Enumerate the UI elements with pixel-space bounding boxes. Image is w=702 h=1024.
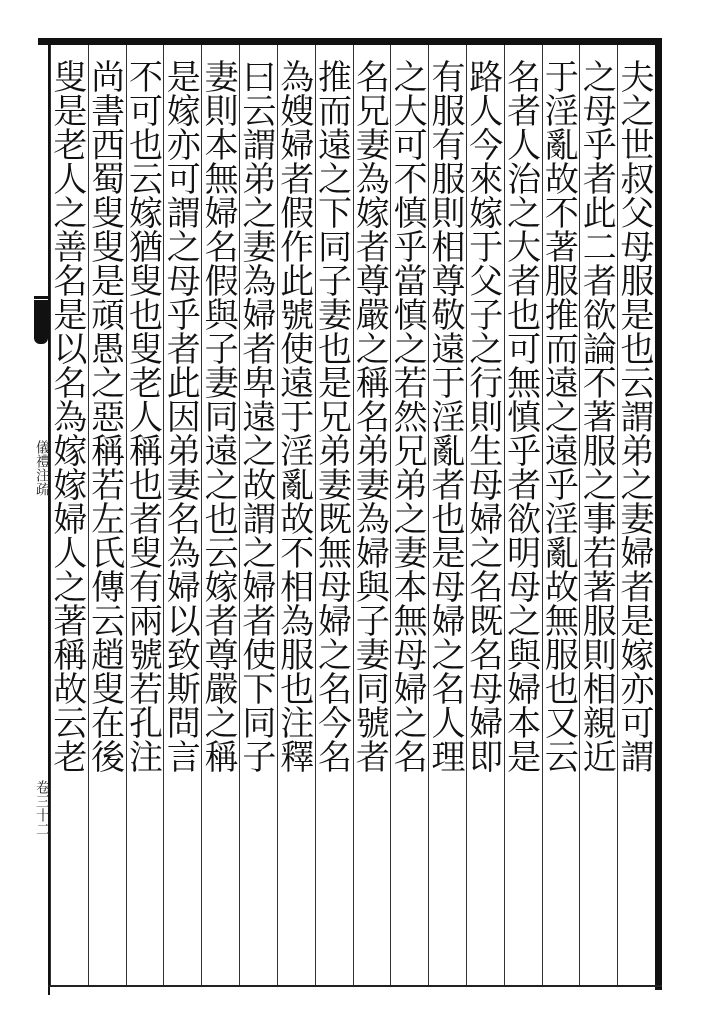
text-column [614, 45, 655, 985]
text-column [198, 45, 239, 985]
text-column [46, 45, 88, 985]
text-column [538, 45, 580, 985]
column-text: 于淫亂故不著服推而遠之遠乎淫亂故無服也又云 [538, 59, 579, 773]
text-column [349, 45, 391, 985]
text-column [424, 45, 466, 985]
text-column [576, 45, 617, 985]
column-text: 有服有服則相尊敬遠于淫亂者也是母婦之名人理 [424, 59, 465, 773]
text-column [160, 45, 201, 985]
column-text: 不可也云嫁猶叟也叟老人稱也者叟有兩號若孔注 [122, 59, 163, 773]
text-column [462, 45, 504, 985]
text-column [122, 45, 164, 985]
column-text: 叟是老人之善名是以名為嫁嫁婦人之著稱故云老 [46, 59, 87, 773]
column-text: 名者人治之大者也可無慎乎者欲明母之與婦本是 [500, 59, 541, 773]
text-column [273, 45, 315, 985]
margin-page-number: 卷三十二 [34, 780, 50, 836]
column-text: 推而遠之下同子妻也是兄弟妻既無母婦之名今名 [311, 59, 352, 773]
column-text: 為嫂婦者假作此號使遠于淫亂故不相為服也注釋 [273, 59, 314, 773]
column-text: 之母乎者此二者欲論不著服之事若著服則相親近 [576, 59, 617, 773]
column-text: 夫之世叔父母服是也云謂弟之妻婦者是嫁亦可謂 [614, 59, 654, 773]
text-columns [46, 45, 655, 985]
text-column [500, 45, 542, 985]
text-column [84, 45, 126, 985]
column-text: 名兄妻為嫁者尊嚴之稱名弟妻為婦與子妻同號者 [349, 59, 390, 773]
text-column [387, 45, 428, 985]
margin-book-title: 儀禮注疏 [34, 440, 50, 496]
text-column [311, 45, 353, 985]
column-text: 是嫁亦可謂之母乎者此因弟妻名為婦以致斯問言 [160, 59, 201, 773]
text-column [235, 45, 277, 985]
column-text: 妻則本無婦名假與子妻同遠之也云嫁者尊嚴之稱 [198, 59, 239, 773]
frame-bottom-border [48, 985, 662, 987]
column-text: 路人今來嫁于父子之行則生母婦之名既名母婦即 [462, 59, 503, 773]
column-text: 曰云謂弟之妻為婦者卑遠之故謂之婦者使下同子 [235, 59, 276, 773]
frame-right-border [655, 38, 662, 990]
column-text: 尚書西蜀叟叟是頑愚之惡稱若左氏傳云趙叟在後 [84, 59, 125, 773]
column-text: 之大可不慎乎當慎之若然兄弟之妻本無母婦之名 [387, 59, 428, 773]
frame-top-border [38, 38, 662, 45]
